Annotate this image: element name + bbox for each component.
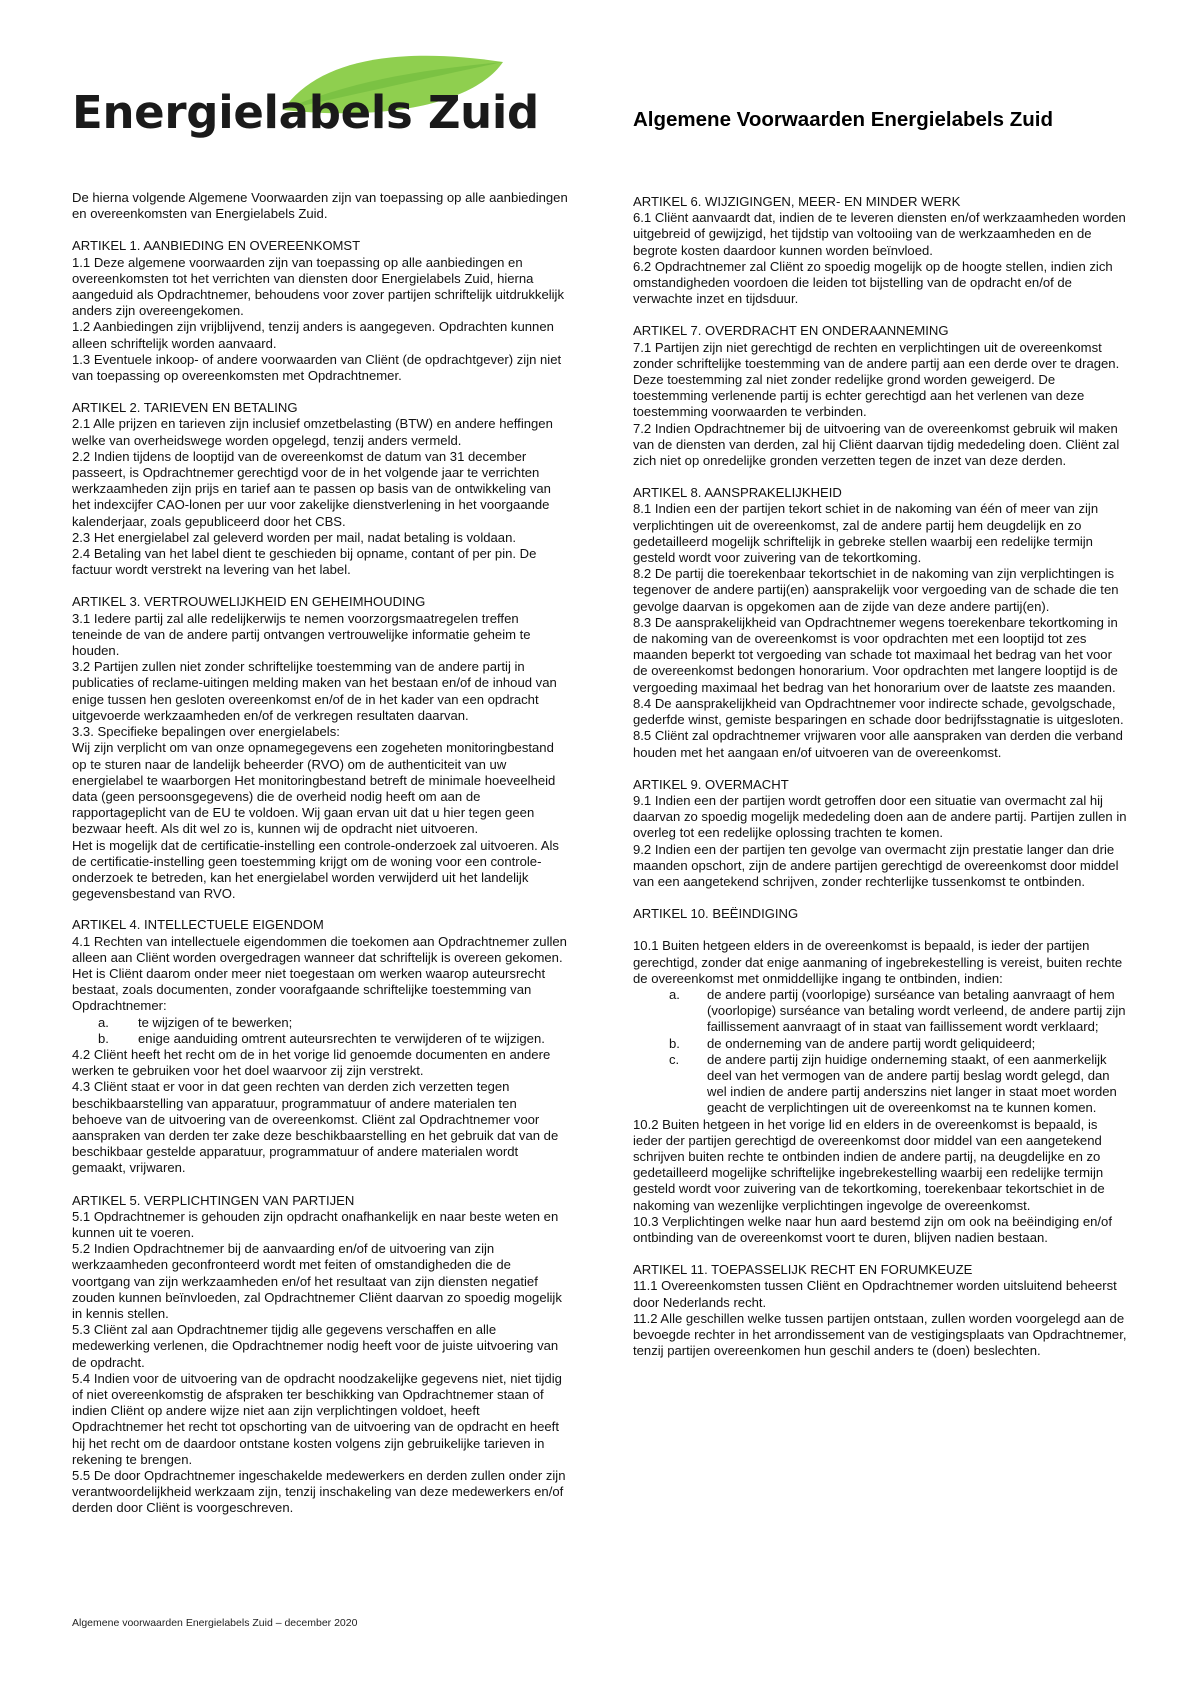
paragraph: Het is mogelijk dat de certificatie-instelling een controle-onderzoek zal uitvoeren. Als de certificatie-instelling geen toestemming krijgt om de woning voor een controle-onderzoek te betreden, kan het energielabel worden verwijderd uit het landelijk gegevensbestand van RVO. xyxy=(72,837,559,902)
list-text: enige aanduiding omtrent auteursrechten te verwijderen of te wijzigen. xyxy=(138,1030,545,1046)
document-title: Algemene Voorwaarden Energielabels Zuid xyxy=(633,108,1053,131)
article-5-heading: ARTIKEL 5. VERPLICHTINGEN VAN PARTIJEN xyxy=(72,1192,355,1208)
list-item xyxy=(72,1015,570,1031)
logo xyxy=(72,52,539,142)
paragraph: 7.1 Partijen zijn niet gerechtigd de rechten en verplichtingen uit de overeenkomst zonder schriftelijke toestemming van de andere partij aan een derde over te dragen. Deze toestemming zal niet zonder redelijke grond worden geweigerd. De toestemming verlenende partij is echter gerechtigd aan het verlenen van deze toestemming voorwaarden te verbinden. xyxy=(633,339,1120,420)
paragraph: 1.2 Aanbiedingen zijn vrijblijvend, tenzij anders is aangegeven. Opdrachten kunnen alleen schriftelijk worden aanvaard. xyxy=(72,319,554,351)
paragraph: 9.2 Indien een der partijen ten gevolge van overmacht zijn prestatie langer dan drie maanden opschort, zijn de andere partijen gerechtigd de overeenkomst door middel van een aangetekend schrijven, zonder rechterlijke tussenkomst te ontbinden. xyxy=(633,841,1119,889)
paragraph: 5.3 Cliënt zal aan Opdrachtnemer tijdig alle gegevens verschaffen en alle medewerking verlenen, die Opdrachtnemer nodig heeft voor de juiste uitvoering van de opdracht. xyxy=(72,1322,559,1370)
list-text: te wijzigen of te bewerken; xyxy=(138,1014,293,1030)
list-item xyxy=(633,1052,1130,1117)
paragraph: 3.2 Partijen zullen niet zonder schriftelijke toestemming van de andere partij in publicaties of reclame-uitingen melding maken van het bestaan en/of de inhoud van enige tussen hen gesloten overeenkomst en/of de in het kader van een opdracht uitgevoerde werkzaamheden en/of de verkregen resultaten daarvan. xyxy=(72,659,557,723)
logo-text: Energielabels Zuid xyxy=(72,86,539,139)
left-column xyxy=(72,190,570,1517)
paragraph: 2.2 Indien tijdens de looptijd van de overeenkomst de datum van 31 december passeert, is Opdrachtnemer gerechtigd voor de in het volgende jaar te verrichten werkzaamheden zijn prijs en tarief aan te passen op basis van de ontwikkeling van het indexcijfer CAO-lonen per uur voor zakelijke dienstverlening in het voorgaande kalenderjaar, zoals gepubliceerd door het CBS. xyxy=(72,448,551,529)
article-1-heading: ARTIKEL 1. AANBIEDING EN OVEREENKOMST xyxy=(72,238,361,254)
page-footer: Algemene voorwaarden Energielabels Zuid – december 2020 xyxy=(72,1617,358,1629)
paragraph: 2.1 Alle prijzen en tarieven zijn inclusief omzetbelasting (BTW) en andere heffingen welke van overheidswege worden opgelegd, tenzij anders vermeld. xyxy=(72,416,553,448)
paragraph: 10.2 Buiten hetgeen in het vorige lid en elders in de overeenkomst is bepaald, is ieder der partijen gerechtigd de overeenkomst door middel van een aangetekend schrijven buiten rechte te ontbinden indien de andere partij, na deugdelijke en zo gedetailleerd mogelijke schriftelijke ingebrekestelling waarbij een redelijke termijn gesteld wordt voor zuivering van de tekortkoming, toerekenbaar tekortschiet in de nakoming van wezenlijke verplichtingen ingevolge de overeenkomst. xyxy=(633,1116,1105,1213)
paragraph: 11.2 Alle geschillen welke tussen partijen ontstaan, zullen worden voorgelegd aan de bevoegde rechter in het arrondissement van de vestigingsplaats van Opdrachtnemer, tenzij partijen overeenkomen hun geschil anders te (doen) beslechten. xyxy=(633,1310,1127,1359)
list-item xyxy=(633,1036,1130,1052)
list-text: de andere partij zijn huidige onderneming staakt, of een aanmerkelijk deel van het vermogen van de andere partij beslag wordt gelegd, dan wel indien de andere partij anderszins niet langer in staat moet worden geacht de verplichtingen uit de overeenkomst na te kunnen komen. xyxy=(707,1051,1117,1116)
paragraph: 7.2 Indien Opdrachtnemer bij de uitvoering van de overeenkomst gebruik wil maken van de diensten van derden, zal hij Cliënt daarvan tijdig mededeling doen. Cliënt zal zich niet op onredelijke gronden verzetten tegen de inzet van deze derden. xyxy=(633,420,1120,469)
paragraph: 2.3 Het energielabel zal geleverd worden per mail, nadat betaling is voldaan. xyxy=(72,529,517,545)
list-marker: b. xyxy=(98,1030,109,1046)
intro-paragraph: De hierna volgende Algemene Voorwaarden zijn van toepassing op alle aanbiedingen en overeenkomsten van Energielabels Zuid. xyxy=(72,190,568,222)
list-marker: a. xyxy=(98,1014,109,1030)
paragraph: 2.4 Betaling van het label dient te geschieden bij opname, contant of per pin. De factuur wordt verstrekt na levering van het label. xyxy=(72,546,537,578)
article-7-heading: ARTIKEL 7. OVERDRACHT EN ONDERAANNEMING xyxy=(633,323,949,339)
paragraph: 3.1 Iedere partij zal alle redelijkerwijs te nemen voorzorgsmaatregelen treffen teneinde de van de andere partij ontvangen vertrouwelijke informatie geheim te houden. xyxy=(72,610,531,659)
paragraph: 6.2 Opdrachtnemer zal Cliënt zo spoedig mogelijk op de hoogte stellen, indien zich omstandigheden voordoen die leiden tot bijstelling van de opdracht en/of de verwachte inzet en tijdsduur. xyxy=(633,258,1113,307)
paragraph: 11.1 Overeenkomsten tussen Cliënt en Opdrachtnemer worden uitsluitend beheerst door Nederlands recht. xyxy=(633,1278,1117,1310)
article-10-heading: ARTIKEL 10. BEËINDIGING xyxy=(633,906,799,922)
list-text: de onderneming van de andere partij wordt geliquideerd; xyxy=(707,1035,1036,1051)
paragraph: 1.1 Deze algemene voorwaarden zijn van toepassing op alle aanbiedingen en overeenkomsten tot het verrichten van diensten door Energielabels Zuid, hierna aangeduid als Opdrachtnemer, behoudens voor zover partijen schriftelijk uitdrukkelijk anders zijn overeengekomen. xyxy=(72,254,565,319)
list-marker: a. xyxy=(669,986,680,1002)
paragraph: 6.1 Cliënt aanvaardt dat, indien de te leveren diensten en/of werkzaamheden worden uitgebreid of gewijzigd, het tijdstip van voltooiing van de werkzaamheden en de begrote kosten daardoor kunnen worden beïnvloed. xyxy=(633,210,1126,258)
article-3-heading: ARTIKEL 3. VERTROUWELIJKHEID EN GEHEIMHOUDING xyxy=(72,594,426,610)
article-4-heading: ARTIKEL 4. INTELLECTUELE EIGENDOM xyxy=(72,917,324,933)
paragraph: 5.1 Opdrachtnemer is gehouden zijn opdracht onafhankelijk en naar beste weten en kunnen uit te voeren. xyxy=(72,1208,559,1240)
article-2-heading: ARTIKEL 2. TARIEVEN EN BETALING xyxy=(72,400,298,416)
paragraph: Wij zijn verplicht om van onze opnamegegevens een zogeheten monitoringbestand op te sturen naar de landelijk beheerder (RVO) om de authenticiteit van uw energielabel te waarborgen Het monitoringbestand betreft de minimale hoeveelheid data (geen persoonsgegevens) die de overheid nodig heeft om aan de rapportageplicht van de EU te voldoen. Wij gaan ervan uit dat u hier tegen geen bezwaar heeft. Als dit wel zo is, kunnen wij de opdracht niet uitvoeren. xyxy=(72,740,556,837)
list-marker: c. xyxy=(669,1051,680,1067)
paragraph: 5.4 Indien voor de uitvoering van de opdracht noodzakelijke gegevens niet, niet tijdig of niet overeenkomstig de afspraken ter beschikking van Opdrachtnemer staan of indien Cliënt op andere wijze niet aan zijn verplichtingen voldoet, heeft Opdrachtnemer het recht tot opschorting van de uitvoering van de opdracht en heeft hij het recht om de daardoor ontstane kosten volgens zijn gebruikelijke tarieven in rekening te brengen. xyxy=(72,1370,562,1467)
paragraph: 9.1 Indien een der partijen wordt getroffen door een situatie van overmacht zal hij daarvan zo spoedig mogelijk mededeling doen aan de andere partij. Partijen zullen in overleg tot een redelijke oplossing trachten te komen. xyxy=(633,792,1127,841)
subheading: 3.3. Specifieke bepalingen over energielabels: xyxy=(72,724,340,740)
list-marker: b. xyxy=(669,1035,680,1051)
paragraph: 8.3 De aansprakelijkheid van Opdrachtnemer wegens toerekenbare tekortkoming in de nakoming van de overeenkomst is voor opdrachten met een looptijd tot zes maanden beperkt tot vergoeding van schade tot maximaal het bedrag van het voor de overeenkomst bedongen honorarium. Voor opdrachten met langere looptijd is de vergoeding maximaal het bedrag van het honorarium over de laatste zes maanden. xyxy=(633,614,1118,695)
paragraph: 1.3 Eventuele inkoop- of andere voorwaarden van Cliënt (de opdrachtgever) zijn niet van toepassing op overeenkomsten met Opdrachtnemer. xyxy=(72,351,562,384)
right-column xyxy=(633,194,1130,1359)
article-11-heading: ARTIKEL 11. TOEPASSELIJK RECHT EN FORUMKEUZE xyxy=(633,1262,973,1278)
paragraph: 8.1 Indien een der partijen tekort schiet in de nakoming van één of meer van zijn verplichtingen uit de overeenkomst, zal de andere partij hem deugdelijk en zo gedetailleerd mogelijk schriftelijk in gebreke stellen waarbij een redelijke termijn gesteld wordt voor zuivering van de tekortkoming. xyxy=(633,501,1099,566)
paragraph: 8.4 De aansprakelijkheid van Opdrachtnemer voor indirecte schade, gevolgschade, gederfde winst, gemiste besparingen en schade door bedrijfsstagnatie is uitgesloten. xyxy=(633,695,1124,728)
list-text: de andere partij (voorlopige) surséance van betaling aanvraagt of hem (voorlopige) surséance van betaling wordt verleend, de andere partij zijn faillissement aanvraagt of in staat van faillissement wordt verklaard; xyxy=(707,986,1126,1035)
article-6-heading: ARTIKEL 6. WIJZIGINGEN, MEER- EN MINDER WERK xyxy=(633,194,961,209)
paragraph: 4.2 Cliënt heeft het recht om de in het vorige lid genoemde documenten en andere werken te gebruiken voor het doel waarvoor zij zijn verstrekt. xyxy=(72,1046,551,1079)
paragraph: 10.1 Buiten hetgeen elders in de overeenkomst is bepaald, is ieder der partijen gerechtigd, zonder dat enige aanmaning of ingebrekestelling is vereist, buiten rechte de overeenkomst met onmiddellijke ingang te ontbinden, indien: xyxy=(633,938,1123,986)
paragraph: 5.2 Indien Opdrachtnemer bij de aanvaarding en/of de uitvoering van zijn werkzaamheden geconfronteerd wordt met feiten of omstandigheden die de voortgang van zijn werkzaamheden en/of het resultaat van zijn diensten negatief zouden kunnen beïnvloeden, zal Opdrachtnemer Cliënt daarvan zo spoedig mogelijk in kennis stellen. xyxy=(72,1241,562,1321)
paragraph: 10.3 Verplichtingen welke naar hun aard bestemd zijn om ook na beëindiging en/of ontbinding van de overeenkomst voort te duren, blijven nadien bestaan. xyxy=(633,1213,1112,1245)
paragraph: 4.1 Rechten van intellectuele eigendommen die toekomen aan Opdrachtnemer zullen alleen aan Cliënt worden overgedragen wanneer dat schriftelijk is overeen gekomen. Het is Cliënt daarom onder meer niet toegestaan om werken waarop auteursrecht bestaat, zoals documenten, zonder voorafgaande schriftelijke toestemming van Opdrachtnemer: xyxy=(72,933,567,1014)
list-item xyxy=(633,987,1130,1036)
paragraph: 5.5 De door Opdrachtnemer ingeschakelde medewerkers en derden zullen onder zijn verantwoordelijkheid werkzaam zijn, tenzij inschakeling van deze medewerkers en/of derden door Cliënt is voorgeschreven. xyxy=(72,1468,566,1516)
paragraph: 4.3 Cliënt staat er voor in dat geen rechten van derden zich verzetten tegen beschikbaarstelling van apparatuur, programmatuur of andere materialen ten behoeve van de uitvoering van de overeenkomst. Cliënt zal Opdrachtnemer voor aanspraken van derden ter zake deze beschikbaarstelling en het gebruik dat van de beschikbaar gestelde apparatuur, programmatuur of andere materialen wordt gemaakt, vrijwaren. xyxy=(72,1079,559,1176)
article-9-heading: ARTIKEL 9. OVERMACHT xyxy=(633,776,789,792)
article-8-heading: ARTIKEL 8. AANSPRAKELIJKHEID xyxy=(633,485,842,501)
list-item xyxy=(72,1031,570,1047)
paragraph: 8.5 Cliënt zal opdrachtnemer vrijwaren voor alle aanspraken van derden die verband houden met het aangaan en/of uitvoeren van de overeenkomst. xyxy=(633,728,1123,760)
paragraph: 8.2 De partij die toerekenbaar tekortschiet in de nakoming van zijn verplichtingen is tegenover de andere partij(en) aansprakelijk voor vergoeding van de schade die ten gevolge daarvan is opgekomen aan de zijde van deze andere partij(en). xyxy=(633,566,1119,614)
